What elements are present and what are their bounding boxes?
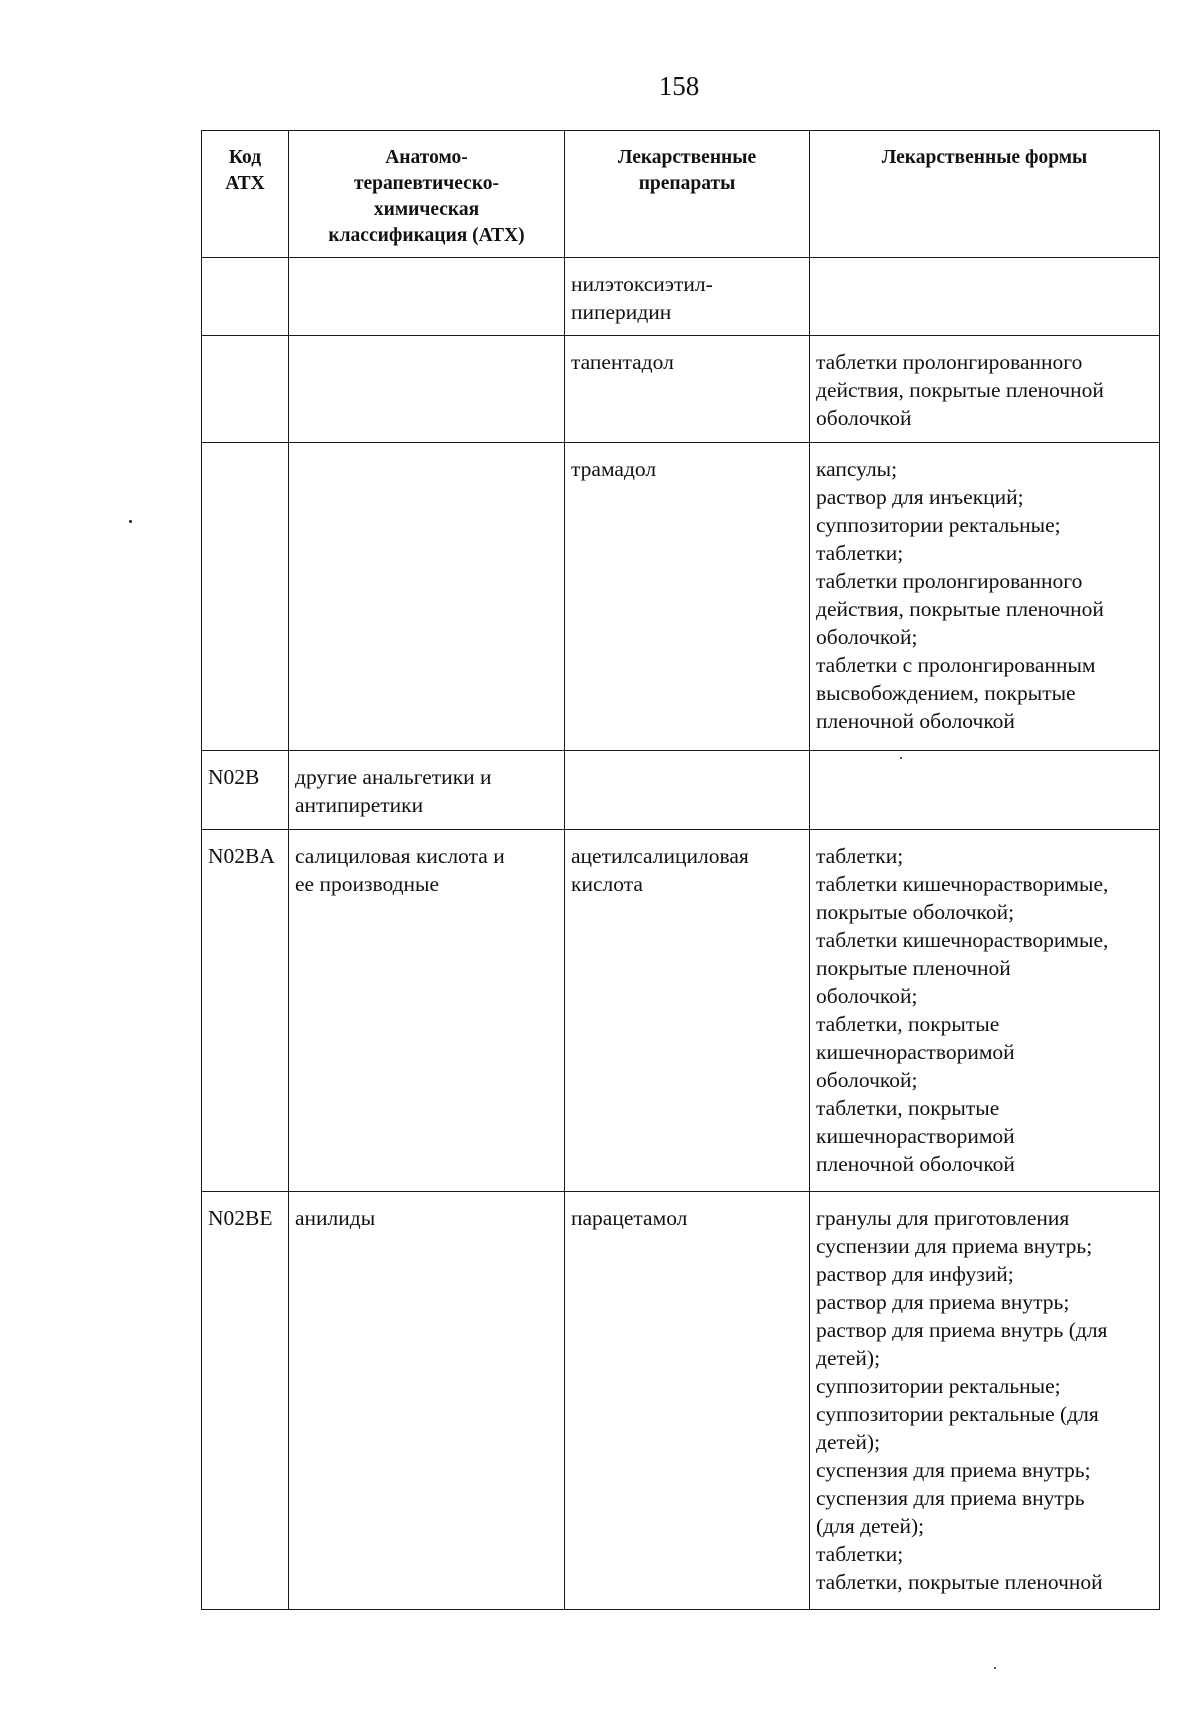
dosage-form-line: детей);	[816, 1346, 881, 1370]
atx-code-cell: N02B	[202, 751, 289, 830]
dosage-form-line: таблетки;	[816, 1542, 904, 1566]
dosage-form-line: суппозитории ректальные;	[816, 513, 1061, 537]
classification-cell	[289, 336, 565, 443]
classification-cell	[289, 258, 565, 336]
scan-speck	[994, 1667, 996, 1669]
dosage-form-line: таблетки;	[816, 541, 904, 565]
header-classification: Анатомо- терапевтическо- химическая классификация (АТХ)	[289, 131, 565, 258]
table-header-row	[202, 131, 1160, 258]
dosage-form-line: суспензия для приема внутрь;	[816, 1458, 1091, 1482]
table-row	[202, 443, 1160, 751]
table-row	[202, 830, 1160, 1192]
dosage-form-line: раствор для инфузий;	[816, 1262, 1014, 1286]
dosage-form-line: таблетки, покрытые пленочной	[816, 1570, 1103, 1594]
dosage-forms-cell	[810, 1192, 1160, 1610]
dosage-form-line: суспензия для приема внутрь	[816, 1486, 1085, 1510]
dosage-form-line: таблетки, покрытые	[816, 1096, 1000, 1120]
dosage-form-line: раствор для инъекций;	[816, 485, 1024, 509]
dosage-forms-cell	[810, 751, 1160, 830]
atx-code-cell	[202, 336, 289, 443]
drug-name-cell: парацетамол	[565, 1192, 810, 1610]
dosage-form-line: таблетки с пролонгированным	[816, 653, 1096, 677]
atx-code-cell	[202, 258, 289, 336]
page-number: 158	[658, 71, 700, 101]
dosage-form-line: действия, покрытые пленочной	[816, 378, 1104, 402]
atx-code-cell: N02BE	[202, 1192, 289, 1610]
dosage-forms-cell	[810, 830, 1160, 1192]
dosage-form-line: пленочной оболочкой	[816, 1152, 1015, 1176]
classification-cell: салициловая кислота и ее производные	[289, 830, 565, 1192]
table-row	[202, 336, 1160, 443]
dosage-form-line: раствор для приема внутрь (для	[816, 1318, 1108, 1342]
dosage-form-line: суспензии для приема внутрь;	[816, 1234, 1093, 1258]
dosage-form-line: таблетки пролонгированного	[816, 569, 1083, 593]
table-row	[202, 751, 1160, 830]
atx-table	[201, 130, 1160, 1610]
dosage-form-line: покрытые оболочкой;	[816, 900, 1015, 924]
dosage-form-line: капсулы;	[816, 457, 898, 481]
drug-name-cell: тапентадол	[565, 336, 810, 443]
dosage-form-line: гранулы для приготовления	[816, 1206, 1070, 1230]
dosage-form-line: оболочкой;	[816, 1068, 918, 1092]
drug-name-cell: трамадол	[565, 443, 810, 751]
dosage-form-line: высвобождением, покрытые	[816, 681, 1076, 705]
drug-name-cell: нилэтоксиэтил- пиперидин	[565, 258, 810, 336]
dosage-form-line: покрытые пленочной	[816, 956, 1011, 980]
dosage-form-line: оболочкой;	[816, 984, 918, 1008]
header-code: Код АТХ	[202, 131, 289, 258]
dosage-form-line: таблетки, покрытые	[816, 1012, 1000, 1036]
dosage-form-line: таблетки;	[816, 844, 904, 868]
header-forms: Лекарственные формы	[810, 131, 1160, 258]
classification-cell	[289, 443, 565, 751]
dosage-forms-cell	[810, 258, 1160, 336]
atx-code-cell: N02BA	[202, 830, 289, 1192]
dosage-form-line: оболочкой;	[816, 625, 918, 649]
table-body	[202, 258, 1160, 1610]
dosage-form-line: действия, покрытые пленочной	[816, 597, 1104, 621]
dosage-forms-cell	[810, 443, 1160, 751]
dosage-form-line: оболочкой	[816, 406, 912, 430]
atx-code-cell	[202, 443, 289, 751]
table-row	[202, 1192, 1160, 1610]
scan-speck	[129, 520, 132, 523]
drug-name-cell	[565, 751, 810, 830]
table-row	[202, 258, 1160, 336]
drug-name-cell: ацетилсалициловая кислота	[565, 830, 810, 1192]
dosage-form-line: (для детей);	[816, 1514, 925, 1538]
dosage-form-line: кишечнорастворимой	[816, 1124, 1015, 1148]
dosage-form-line: таблетки пролонгированного	[816, 350, 1083, 374]
dosage-form-line: детей);	[816, 1430, 881, 1454]
classification-cell: анилиды	[289, 1192, 565, 1610]
header-drugs: Лекарственные препараты	[565, 131, 810, 258]
dosage-form-line: таблетки кишечнорастворимые,	[816, 928, 1109, 952]
dosage-form-line: таблетки кишечнорастворимые,	[816, 872, 1109, 896]
dosage-form-line: пленочной оболочкой	[816, 709, 1015, 733]
classification-cell: другие анальгетики и антипиретики	[289, 751, 565, 830]
dosage-form-line: кишечнорастворимой	[816, 1040, 1015, 1064]
dosage-form-line: суппозитории ректальные;	[816, 1374, 1061, 1398]
scan-speck	[900, 757, 902, 759]
dosage-forms-cell	[810, 336, 1160, 443]
dosage-form-line: суппозитории ректальные (для	[816, 1402, 1099, 1426]
dosage-form-line: раствор для приема внутрь;	[816, 1290, 1070, 1314]
